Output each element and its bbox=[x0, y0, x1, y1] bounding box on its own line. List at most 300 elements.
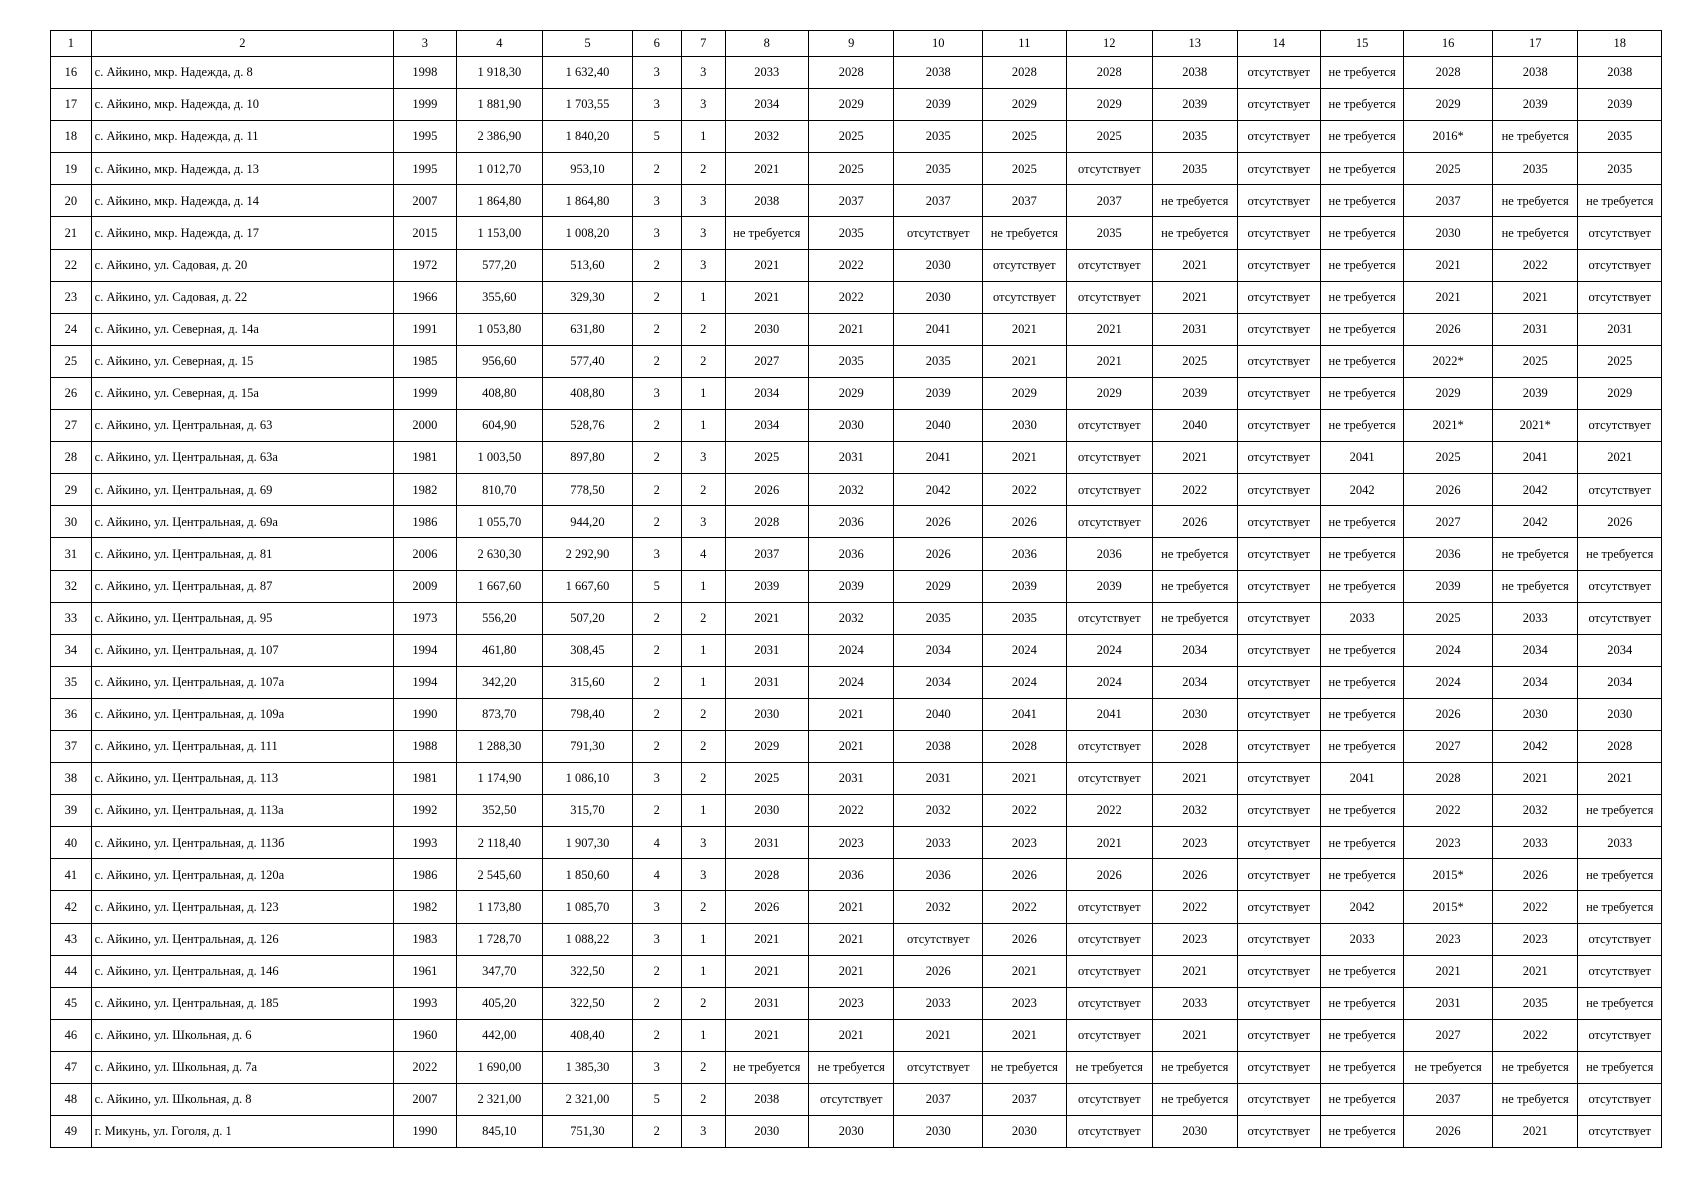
table-cell: 2041 bbox=[983, 698, 1066, 730]
table-cell: 2039 bbox=[894, 377, 983, 409]
table-cell: 3 bbox=[681, 57, 725, 89]
table-cell: 873,70 bbox=[456, 698, 543, 730]
table-cell: отсутствует bbox=[1237, 57, 1320, 89]
table-cell: 342,20 bbox=[456, 666, 543, 698]
table-cell: 2030 bbox=[1578, 698, 1662, 730]
table-cell: 2031 bbox=[894, 763, 983, 795]
table-cell: 2 bbox=[681, 987, 725, 1019]
table-cell: отсутствует bbox=[1237, 1084, 1320, 1116]
table-cell: отсутствует bbox=[1237, 538, 1320, 570]
table-cell: не требуется bbox=[1320, 377, 1403, 409]
table-cell: 1 bbox=[681, 795, 725, 827]
table-cell: отсутствует bbox=[1578, 1019, 1662, 1051]
table-cell: 1986 bbox=[394, 506, 457, 538]
table-cell: 2021 bbox=[983, 313, 1066, 345]
table-cell: 1982 bbox=[394, 891, 457, 923]
table-cell: 2026 bbox=[1404, 1116, 1493, 1148]
table-cell: 2030 bbox=[808, 410, 894, 442]
table-cell: 956,60 bbox=[456, 345, 543, 377]
table-cell: 2040 bbox=[894, 410, 983, 442]
table-cell: 1 003,50 bbox=[456, 442, 543, 474]
table-cell: 1982 bbox=[394, 474, 457, 506]
column-number-cell: 12 bbox=[1066, 31, 1153, 57]
table-cell: 2037 bbox=[1404, 1084, 1493, 1116]
table-cell: 2023 bbox=[808, 827, 894, 859]
table-cell: 2 bbox=[632, 698, 681, 730]
table-cell: 408,80 bbox=[543, 377, 633, 409]
table-cell: 2021 bbox=[808, 698, 894, 730]
table-cell: 2034 bbox=[1492, 666, 1578, 698]
table-cell: 2032 bbox=[1153, 795, 1237, 827]
table-cell: 2034 bbox=[894, 634, 983, 666]
table-cell: не требуется bbox=[1578, 859, 1662, 891]
address-cell: с. Айкино, ул. Центральная, д. 69а bbox=[91, 506, 393, 538]
table-cell: 2026 bbox=[894, 955, 983, 987]
table-cell: 2027 bbox=[725, 345, 808, 377]
table-cell: отсутствует bbox=[1237, 1051, 1320, 1083]
address-cell: с. Айкино, ул. Садовая, д. 22 bbox=[91, 281, 393, 313]
table-cell: 2 bbox=[632, 795, 681, 827]
table-cell: 2 386,90 bbox=[456, 121, 543, 153]
table-cell: 2042 bbox=[894, 474, 983, 506]
table-cell: отсутствует bbox=[1066, 763, 1153, 795]
table-cell: 3 bbox=[681, 859, 725, 891]
table-cell: отсутствует bbox=[808, 1084, 894, 1116]
table-cell: 2038 bbox=[1492, 57, 1578, 89]
table-cell: 2024 bbox=[1404, 666, 1493, 698]
table-cell: 2036 bbox=[894, 859, 983, 891]
table-cell: 577,20 bbox=[456, 249, 543, 281]
table-cell: 2023 bbox=[1404, 827, 1493, 859]
table-cell: 2028 bbox=[983, 730, 1066, 762]
column-number-cell: 16 bbox=[1404, 31, 1493, 57]
table-cell: не требуется bbox=[1153, 538, 1237, 570]
column-number-cell: 6 bbox=[632, 31, 681, 57]
table-cell: 2021 bbox=[1404, 281, 1493, 313]
table-cell: 2035 bbox=[1578, 121, 1662, 153]
table-cell: 2028 bbox=[725, 506, 808, 538]
table-cell: 1992 bbox=[394, 795, 457, 827]
table-cell: 2 bbox=[632, 602, 681, 634]
table-cell: не требуется bbox=[1320, 121, 1403, 153]
table-cell: 44 bbox=[51, 955, 92, 987]
table-cell: 2029 bbox=[725, 730, 808, 762]
table-cell: не требуется bbox=[1320, 955, 1403, 987]
table-cell: 2021 bbox=[983, 345, 1066, 377]
table-cell: 2022 bbox=[394, 1051, 457, 1083]
table-cell: 2038 bbox=[725, 1084, 808, 1116]
table-cell: 2021 bbox=[808, 891, 894, 923]
table-cell: 2034 bbox=[725, 410, 808, 442]
table-cell: отсутствует bbox=[1237, 859, 1320, 891]
table-cell: 322,50 bbox=[543, 987, 633, 1019]
table-row bbox=[51, 1019, 1662, 1051]
table-cell: 2022 bbox=[1492, 891, 1578, 923]
table-cell: 2037 bbox=[1404, 185, 1493, 217]
table-cell: 2036 bbox=[983, 538, 1066, 570]
table-cell: 40 bbox=[51, 827, 92, 859]
table-cell: 2024 bbox=[808, 666, 894, 698]
table-row bbox=[51, 89, 1662, 121]
table-cell: 2029 bbox=[1404, 377, 1493, 409]
table-cell: 2041 bbox=[1320, 763, 1403, 795]
table-cell: 2030 bbox=[894, 249, 983, 281]
table-row bbox=[51, 987, 1662, 1019]
table-cell: 2026 bbox=[1492, 859, 1578, 891]
table-cell: 2032 bbox=[725, 121, 808, 153]
table-cell: 2030 bbox=[725, 698, 808, 730]
table-cell: 2035 bbox=[894, 345, 983, 377]
table-cell: 2022 bbox=[983, 795, 1066, 827]
address-cell: с. Айкино, мкр. Надежда, д. 11 bbox=[91, 121, 393, 153]
table-cell: отсутствует bbox=[1237, 827, 1320, 859]
table-cell: 2021 bbox=[725, 153, 808, 185]
table-cell: не требуется bbox=[1492, 1084, 1578, 1116]
table-cell: не требуется bbox=[1320, 217, 1403, 249]
table-cell: 1 086,10 bbox=[543, 763, 633, 795]
table-cell: 2021 bbox=[1153, 955, 1237, 987]
table-cell: 2042 bbox=[1492, 474, 1578, 506]
address-cell: с. Айкино, ул. Центральная, д. 113б bbox=[91, 827, 393, 859]
table-cell: 48 bbox=[51, 1084, 92, 1116]
table-cell: 2023 bbox=[983, 987, 1066, 1019]
table-cell: 2022 bbox=[1492, 249, 1578, 281]
table-cell: 2023 bbox=[1153, 827, 1237, 859]
address-cell: с. Айкино, ул. Центральная, д. 146 bbox=[91, 955, 393, 987]
table-cell: отсутствует bbox=[1578, 217, 1662, 249]
table-cell: не требуется bbox=[1492, 538, 1578, 570]
table-cell: не требуется bbox=[1320, 538, 1403, 570]
table-cell: 27 bbox=[51, 410, 92, 442]
table-cell: 1 bbox=[681, 410, 725, 442]
table-cell: 2021 bbox=[1404, 249, 1493, 281]
table-cell: 2042 bbox=[1492, 730, 1578, 762]
table-cell: не требуется bbox=[1153, 185, 1237, 217]
address-cell: с. Айкино, ул. Северная, д. 15 bbox=[91, 345, 393, 377]
table-cell: 1 055,70 bbox=[456, 506, 543, 538]
address-cell: с. Айкино, ул. Центральная, д. 69 bbox=[91, 474, 393, 506]
table-cell: 2029 bbox=[894, 570, 983, 602]
table-cell: 5 bbox=[632, 570, 681, 602]
table-cell: отсутствует bbox=[1237, 345, 1320, 377]
table-cell: 2039 bbox=[1578, 89, 1662, 121]
table-cell: не требуется bbox=[1153, 1051, 1237, 1083]
table-cell: 2038 bbox=[1578, 57, 1662, 89]
table-cell: 2038 bbox=[894, 57, 983, 89]
table-cell: 2022 bbox=[1153, 891, 1237, 923]
column-number-cell: 14 bbox=[1237, 31, 1320, 57]
table-cell: 3 bbox=[632, 217, 681, 249]
table-cell: 1995 bbox=[394, 153, 457, 185]
table-cell: 2041 bbox=[1066, 698, 1153, 730]
address-cell: с. Айкино, ул. Центральная, д. 63а bbox=[91, 442, 393, 474]
table-cell: 3 bbox=[632, 891, 681, 923]
table-cell: 2034 bbox=[1153, 634, 1237, 666]
table-cell: 2 bbox=[681, 1051, 725, 1083]
table-cell: 2 bbox=[681, 602, 725, 634]
table-cell: 2035 bbox=[1153, 153, 1237, 185]
table-cell: 2036 bbox=[808, 859, 894, 891]
table-row bbox=[51, 955, 1662, 987]
address-cell: с. Айкино, ул. Центральная, д. 81 bbox=[91, 538, 393, 570]
table-cell: не требуется bbox=[1320, 795, 1403, 827]
table-cell: 408,80 bbox=[456, 377, 543, 409]
table-cell: не требуется bbox=[1320, 859, 1403, 891]
table-cell: 2029 bbox=[1578, 377, 1662, 409]
table-cell: 2035 bbox=[1066, 217, 1153, 249]
table-cell: 507,20 bbox=[543, 602, 633, 634]
table-cell: 25 bbox=[51, 345, 92, 377]
table-cell: 2025 bbox=[983, 153, 1066, 185]
table-cell: 4 bbox=[632, 859, 681, 891]
table-cell: 1973 bbox=[394, 602, 457, 634]
data-table bbox=[50, 30, 1662, 1148]
address-cell: с. Айкино, ул. Северная, д. 14а bbox=[91, 313, 393, 345]
table-cell: 2035 bbox=[1492, 987, 1578, 1019]
table-cell: не требуется bbox=[808, 1051, 894, 1083]
table-cell: 2028 bbox=[1404, 57, 1493, 89]
address-cell: с. Айкино, ул. Центральная, д. 120а bbox=[91, 859, 393, 891]
table-cell: 39 bbox=[51, 795, 92, 827]
table-cell: 2030 bbox=[808, 1116, 894, 1148]
table-cell: 3 bbox=[632, 57, 681, 89]
table-row bbox=[51, 1051, 1662, 1083]
table-row bbox=[51, 313, 1662, 345]
table-cell: не требуется bbox=[1320, 57, 1403, 89]
table-cell: 29 bbox=[51, 474, 92, 506]
table-cell: 2 bbox=[632, 666, 681, 698]
table-cell: 3 bbox=[632, 89, 681, 121]
table-cell: 2030 bbox=[1492, 698, 1578, 730]
table-cell: не требуется bbox=[1153, 1084, 1237, 1116]
table-cell: 2021 bbox=[808, 730, 894, 762]
table-cell: 2026 bbox=[983, 506, 1066, 538]
table-cell: 17 bbox=[51, 89, 92, 121]
table-cell: 1 bbox=[681, 1019, 725, 1051]
table-cell: 2021 bbox=[1066, 345, 1153, 377]
table-cell: отсутствует bbox=[1237, 634, 1320, 666]
table-cell: 2026 bbox=[1404, 698, 1493, 730]
table-cell: 2036 bbox=[808, 538, 894, 570]
table-cell: 2022 bbox=[1404, 795, 1493, 827]
table-cell: отсутствует bbox=[983, 249, 1066, 281]
table-cell: 2033 bbox=[1153, 987, 1237, 1019]
table-cell: 2021 bbox=[1492, 955, 1578, 987]
table-cell: отсутствует bbox=[1578, 410, 1662, 442]
table-cell: не требуется bbox=[1320, 634, 1403, 666]
table-cell: 2027 bbox=[1404, 506, 1493, 538]
table-cell: 2039 bbox=[1492, 89, 1578, 121]
table-cell: 1972 bbox=[394, 249, 457, 281]
column-number-cell: 2 bbox=[91, 31, 393, 57]
table-cell: 2025 bbox=[983, 121, 1066, 153]
table-cell: не требуется bbox=[1320, 410, 1403, 442]
table-cell: 897,80 bbox=[543, 442, 633, 474]
table-cell: отсутствует bbox=[1237, 506, 1320, 538]
table-cell: 2 bbox=[632, 474, 681, 506]
table-cell: отсутствует bbox=[894, 923, 983, 955]
table-cell: отсутствует bbox=[1237, 474, 1320, 506]
table-cell: отсутствует bbox=[1237, 570, 1320, 602]
column-number-cell: 18 bbox=[1578, 31, 1662, 57]
table-row bbox=[51, 249, 1662, 281]
table-cell: 2 bbox=[632, 442, 681, 474]
table-cell: 2022 bbox=[983, 474, 1066, 506]
address-cell: с. Айкино, ул. Центральная, д. 126 bbox=[91, 923, 393, 955]
table-cell: 3 bbox=[632, 538, 681, 570]
table-cell: 2021 bbox=[808, 1019, 894, 1051]
table-cell: 2007 bbox=[394, 1084, 457, 1116]
table-cell: 1990 bbox=[394, 698, 457, 730]
table-cell: 2021 bbox=[983, 763, 1066, 795]
table-cell: 2025 bbox=[808, 153, 894, 185]
table-cell: 2021 bbox=[1492, 281, 1578, 313]
table-cell: 1 385,30 bbox=[543, 1051, 633, 1083]
table-cell: отсутствует bbox=[1578, 955, 1662, 987]
address-cell: с. Айкино, мкр. Надежда, д. 10 bbox=[91, 89, 393, 121]
table-cell: 1 bbox=[681, 955, 725, 987]
table-cell: 2024 bbox=[1066, 634, 1153, 666]
table-cell: 2 bbox=[632, 987, 681, 1019]
table-cell: отсутствует bbox=[1066, 1084, 1153, 1116]
table-cell: 798,40 bbox=[543, 698, 633, 730]
table-cell: 2021 bbox=[1153, 281, 1237, 313]
table-cell: 352,50 bbox=[456, 795, 543, 827]
table-row bbox=[51, 923, 1662, 955]
table-cell: 41 bbox=[51, 859, 92, 891]
table-cell: отсутствует bbox=[1578, 1084, 1662, 1116]
table-cell: 2035 bbox=[808, 345, 894, 377]
table-cell: не требуется bbox=[1066, 1051, 1153, 1083]
table-cell: 2028 bbox=[1404, 763, 1493, 795]
table-cell: не требуется bbox=[1492, 121, 1578, 153]
table-cell: 1960 bbox=[394, 1019, 457, 1051]
table-cell: 1 690,00 bbox=[456, 1051, 543, 1083]
table-cell: 2036 bbox=[808, 506, 894, 538]
table-cell: отсутствует bbox=[1066, 281, 1153, 313]
table-cell: 2 bbox=[632, 345, 681, 377]
table-cell: отсутствует bbox=[1066, 410, 1153, 442]
table-cell: отсутствует bbox=[1237, 249, 1320, 281]
table-cell: 778,50 bbox=[543, 474, 633, 506]
table-cell: не требуется bbox=[1320, 1084, 1403, 1116]
column-number-cell: 11 bbox=[983, 31, 1066, 57]
table-cell: 2 bbox=[681, 474, 725, 506]
table-cell: 3 bbox=[681, 506, 725, 538]
table-cell: 2030 bbox=[1404, 217, 1493, 249]
table-row bbox=[51, 121, 1662, 153]
table-cell: 2038 bbox=[725, 185, 808, 217]
table-cell: 2031 bbox=[808, 442, 894, 474]
table-cell: 1 703,55 bbox=[543, 89, 633, 121]
table-cell: 2021 bbox=[725, 955, 808, 987]
table-cell: отсутствует bbox=[1237, 795, 1320, 827]
table-cell: 2021 bbox=[1404, 955, 1493, 987]
table-cell: 1 bbox=[681, 666, 725, 698]
table-cell: 2030 bbox=[725, 795, 808, 827]
table-cell: не требуется bbox=[1320, 570, 1403, 602]
table-cell: 1 085,70 bbox=[543, 891, 633, 923]
table-cell: 2 bbox=[681, 153, 725, 185]
table-cell: 4 bbox=[632, 827, 681, 859]
table-cell: 2037 bbox=[894, 185, 983, 217]
table-cell: 2038 bbox=[1153, 57, 1237, 89]
table-cell: 355,60 bbox=[456, 281, 543, 313]
table-cell: 3 bbox=[681, 217, 725, 249]
table-cell: 2025 bbox=[1492, 345, 1578, 377]
table-cell: 1998 bbox=[394, 57, 457, 89]
table-cell: 1 bbox=[681, 634, 725, 666]
table-cell: 1988 bbox=[394, 730, 457, 762]
table-cell: отсутствует bbox=[1578, 923, 1662, 955]
table-cell: 2039 bbox=[1153, 377, 1237, 409]
table-cell: 5 bbox=[632, 121, 681, 153]
table-cell: 3 bbox=[632, 185, 681, 217]
table-row bbox=[51, 763, 1662, 795]
address-cell: г. Микунь, ул. Гоголя, д. 1 bbox=[91, 1116, 393, 1148]
table-cell: 2030 bbox=[1153, 1116, 1237, 1148]
table-cell: 2025 bbox=[1404, 153, 1493, 185]
table-cell: 2037 bbox=[1066, 185, 1153, 217]
table-cell: не требуется bbox=[1320, 281, 1403, 313]
table-cell: 1 667,60 bbox=[543, 570, 633, 602]
table-cell: 1 918,30 bbox=[456, 57, 543, 89]
table-cell: 2030 bbox=[983, 410, 1066, 442]
table-cell: 2031 bbox=[1153, 313, 1237, 345]
table-cell: 2021* bbox=[1404, 410, 1493, 442]
table-cell: отсутствует bbox=[1237, 923, 1320, 955]
table-cell: 2025 bbox=[725, 763, 808, 795]
address-cell: с. Айкино, ул. Северная, д. 15а bbox=[91, 377, 393, 409]
table-cell: 1961 bbox=[394, 955, 457, 987]
table-cell: отсутствует bbox=[1237, 602, 1320, 634]
table-row bbox=[51, 377, 1662, 409]
table-cell: 2037 bbox=[808, 185, 894, 217]
table-cell: 2041 bbox=[894, 313, 983, 345]
table-cell: 953,10 bbox=[543, 153, 633, 185]
table-cell: 1 173,80 bbox=[456, 891, 543, 923]
table-cell: не требуется bbox=[1320, 345, 1403, 377]
table-cell: 2009 bbox=[394, 570, 457, 602]
column-number-cell: 15 bbox=[1320, 31, 1403, 57]
table-cell: 2025 bbox=[1404, 442, 1493, 474]
table-cell: не требуется bbox=[1153, 217, 1237, 249]
table-cell: 2 bbox=[632, 1116, 681, 1148]
table-row bbox=[51, 442, 1662, 474]
column-number-cell: 5 bbox=[543, 31, 633, 57]
table-cell: не требуется bbox=[1492, 1051, 1578, 1083]
table-cell: 47 bbox=[51, 1051, 92, 1083]
table-row bbox=[51, 795, 1662, 827]
table-cell: 2029 bbox=[808, 89, 894, 121]
table-cell: 2021 bbox=[1578, 763, 1662, 795]
address-cell: с. Айкино, ул. Центральная, д. 113а bbox=[91, 795, 393, 827]
table-cell: 2031 bbox=[725, 634, 808, 666]
table-cell: отсутствует bbox=[894, 217, 983, 249]
table-cell: 2039 bbox=[1153, 89, 1237, 121]
table-cell: отсутствует bbox=[1237, 730, 1320, 762]
table-cell: 42 bbox=[51, 891, 92, 923]
table-cell: отсутствует bbox=[1578, 249, 1662, 281]
table-cell: 1 bbox=[681, 570, 725, 602]
table-cell: 2039 bbox=[808, 570, 894, 602]
table-cell: 2031 bbox=[725, 666, 808, 698]
table-cell: 2040 bbox=[1153, 410, 1237, 442]
table-cell: 2041 bbox=[1492, 442, 1578, 474]
table-cell: 2 bbox=[681, 345, 725, 377]
table-row bbox=[51, 538, 1662, 570]
table-cell: 20 bbox=[51, 185, 92, 217]
